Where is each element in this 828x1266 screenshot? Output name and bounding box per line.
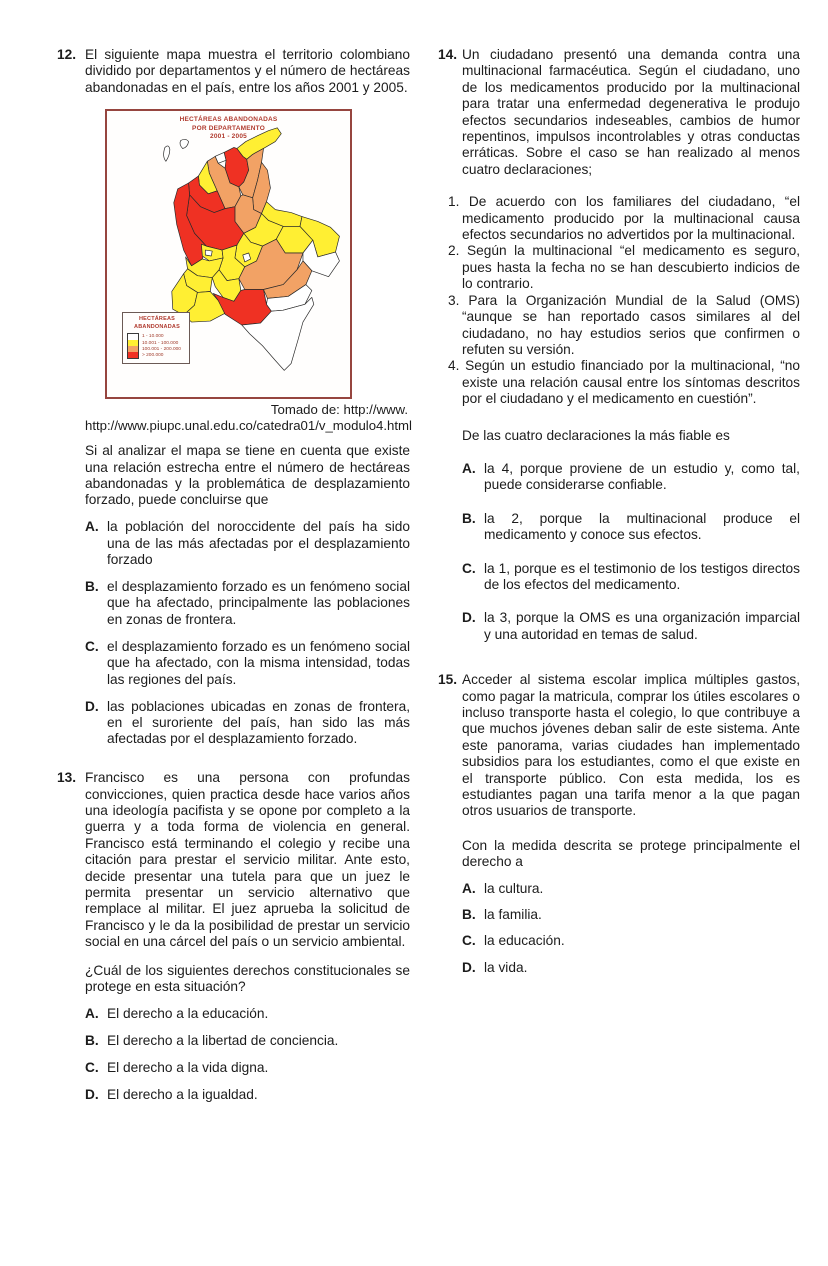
q14-option-c	[462, 561, 800, 594]
q13-option-b-text: El derecho a la libertad de conciencia.	[107, 1032, 339, 1048]
legend-row-red	[127, 353, 187, 359]
q14-option-c-text: la 1, porque es el testimonio de los testigos directos de los efectos del medicamento.	[484, 560, 800, 592]
q14-option-b-text: la 2, porque la multinacional produce el medicamento y conoce sus efectos.	[484, 510, 800, 543]
q14-declaration-4	[448, 358, 800, 407]
q14-declaration-4-text: Según un estudio financiado por la multinacional, “no existe una relación causal entre los síntomas descritos por el ciudadano y el medicamento en cuestión”.	[462, 358, 800, 407]
q15-option-d	[462, 960, 800, 976]
q14-option-b-letter: B.	[462, 510, 476, 526]
question-15	[438, 672, 800, 986]
q12-option-a-text: la población del noroccidente del país ha sido una de las más afectadas por el desplazamiento forzado	[107, 519, 410, 568]
q14-declaration-1	[448, 194, 800, 243]
map-title-line3: 2001 - 2005	[210, 133, 247, 141]
q14-option-a-text: la 4, porque proviene de un estudio y, como tal, puede considerarse confiable.	[484, 460, 800, 493]
q13-option-c-text: El derecho a la vida digna.	[107, 1059, 269, 1075]
question-13-intro: Francisco es una persona con profundas convicciones, quien practica desde hace varios años una ideología pacifista y se opone por completo a la guerra y a toda forma de violencia en general. Francisco está terminando el colegio y recibe una citación para prestar el servicio militar. Ante esto, decide presentar una tutela para que un juez le permita presentar un servicio alternativo que remplace al militar. El juez aprueba la solicitud de Francisco y le da la posibilidad de prestar un servicio social en una cárcel del país o un servicio ambiental.	[85, 770, 410, 950]
q15-option-c-text: la educación.	[484, 933, 565, 949]
q12-option-d-letter: D.	[85, 698, 99, 714]
question-13	[57, 770, 410, 1113]
q13-option-d-letter: D.	[85, 1086, 99, 1102]
question-12-intro: El siguiente mapa muestra el territorio colombiano dividido por departamentos y el número de hectáreas abandonadas en el país, entre los años 2001 y 2005.	[85, 47, 410, 95]
dept-island-1	[164, 146, 170, 161]
q13-option-c-letter: C.	[85, 1059, 99, 1075]
q14-option-d	[462, 610, 800, 643]
q12-option-b-text: el desplazamiento forzado es un fenómeno social que ha afectado, principalmente las poblaciones en zonas de frontera.	[107, 579, 410, 627]
q13-option-a-letter: A.	[85, 1006, 99, 1021]
colombia-map-figure	[105, 109, 352, 399]
map-legend-title	[127, 316, 187, 331]
q13-option-a	[85, 1006, 410, 1022]
question-15-number: 15.	[438, 672, 458, 688]
question-12	[57, 47, 410, 758]
map-title-line1: HECTÁREAS ABANDONADAS	[179, 116, 278, 124]
q13-option-a-text: El derecho a la educación.	[107, 1006, 269, 1021]
legend-label-yellow: 10.001 - 100.000	[142, 340, 179, 346]
q12-option-c-text: el desplazamiento forzado es un fenómeno social que ha afectado, con la misma intensidad, todas las regiones del país.	[107, 638, 410, 687]
legend-label-white: 1 - 10.000	[142, 334, 164, 340]
q12-option-d-text: las poblaciones ubicadas en zonas de frontera, en el suroriente del país, han sido las más afectadas por el desplazamiento forzado.	[107, 698, 410, 747]
q14-declaration-1-text: De acuerdo con los familiares del ciudadano, “el medicamento producido por la multinacional causa efectos secundarios no advertidos por la multinacional.	[462, 194, 800, 243]
q12-option-b	[85, 579, 410, 628]
q13-option-d	[85, 1087, 410, 1103]
map-legend	[122, 312, 190, 364]
question-14	[438, 47, 800, 660]
map-source-caption	[85, 402, 410, 434]
dept-island-2	[180, 140, 189, 149]
q13-option-c	[85, 1060, 410, 1076]
question-13-number: 13.	[57, 770, 77, 786]
question-14-number: 14.	[438, 47, 458, 62]
q12-option-a	[85, 519, 410, 568]
q12-option-c	[85, 639, 410, 688]
q12-option-c-letter: C.	[85, 638, 99, 654]
q15-option-b-text: la familia.	[484, 907, 542, 923]
q13-option-b	[85, 1033, 410, 1049]
q15-option-b-letter: B.	[462, 907, 476, 923]
q12-option-a-letter: A.	[85, 519, 99, 535]
map-source-line1: Tomado de: http://www.	[270, 402, 408, 418]
q14-declarations	[448, 194, 801, 407]
q14-option-d-letter: D.	[462, 610, 476, 626]
q13-option-b-letter: B.	[85, 1032, 99, 1048]
q14-declaration-4-number: 4.	[448, 358, 460, 374]
legend-label-orange: 100.001 - 200.000	[142, 346, 181, 352]
map-legend-title-line2: ABANDONADAS	[134, 323, 180, 330]
map-source-line2: http://www.piupc.unal.edu.co/catedra01/v_modulo4.html	[85, 418, 412, 434]
q14-declaration-2-number: 2.	[448, 243, 460, 259]
q14-declaration-3	[448, 293, 800, 359]
q15-option-c	[462, 933, 800, 949]
legend-swatch-red	[127, 352, 139, 359]
question-12-body: Si al analizar el mapa se tiene en cuenta que existe una relación estrecha entre el número de hectáreas abandonadas y la problemática de desplazamiento forzado, puede concluirse que	[85, 443, 410, 508]
q14-option-c-letter: C.	[462, 560, 476, 576]
q13-option-d-text: El derecho a la igualdad.	[107, 1086, 258, 1102]
q15-option-a-text: la cultura.	[484, 880, 544, 896]
q15-option-a	[462, 881, 800, 897]
q14-declaration-1-number: 1.	[448, 194, 460, 210]
q12-option-b-letter: B.	[85, 579, 99, 595]
q14-declaration-2	[448, 243, 800, 292]
question-15-intro: Acceder al sistema escolar implica múltiples gastos, como pagar la matricula, comprar los útiles escolares o incluso transporte hasta el colegio, lo que contribuye a que muchos jóvenes deban salir de este sistema. Ante este panorama, varias ciudades han implementado subsidios para los estudiantes, como el que existe en el transporte público. Con esta medida, los es estudiantes pagan una tarifa menor a la que pagan otros usuarios de transporte.	[462, 672, 800, 819]
q12-option-d	[85, 699, 410, 748]
right-column	[438, 47, 800, 1266]
map-legend-title-line1: HECTÁREAS	[138, 316, 176, 323]
question-13-question: ¿Cuál de los siguientes derechos constitucionales se protege en esta situación?	[85, 962, 410, 995]
q15-option-d-letter: D.	[462, 959, 476, 975]
question-15-body: Con la medida descrita se protege principalmente el derecho a	[462, 837, 800, 870]
q14-option-b	[462, 511, 800, 544]
q14-option-d-text: la 3, porque la OMS es una organización imparcial y una autoridad en temas de salud.	[484, 610, 800, 642]
q15-option-a-letter: A.	[462, 880, 476, 896]
q15-option-b	[462, 907, 800, 923]
question-14-intro: Un ciudadano presentó una demanda contra una multinacional farmacéutica. Según el ciudadano, uno de los medicamentos producido por la multinacional para tratar una enfermedad degenerativa le produjo efectos secundarios indeseables, cambios de humor repentinos, impulsos incontrolables y otras conductas erráticas. Sobre el caso se han realizado al menos cuatro declaraciones;	[462, 47, 800, 177]
dept-risaralda	[205, 250, 212, 256]
question-14-body: De las cuatro declaraciones la más fiable es	[462, 427, 730, 443]
question-12-number: 12.	[57, 47, 77, 62]
q14-option-a-letter: A.	[462, 460, 476, 476]
q14-declaration-2-text: Según la multinacional “el medicamento es seguro, pues hasta la fecha no se han descubierto indicios de lo contrario.	[462, 243, 801, 292]
q14-option-a	[462, 461, 800, 494]
q14-declaration-3-text: Para la Organización Mundial de la Salud (OMS) “aunque se han reportado casos similares al del ciudadano, no hay estudios serios que confirmen o refuten su versión.	[462, 292, 800, 357]
q15-option-c-letter: C.	[462, 933, 476, 949]
q14-declaration-3-number: 3.	[448, 292, 460, 308]
left-column	[57, 47, 410, 1266]
legend-label-red: > 200.000	[142, 352, 164, 358]
map-title-line2: POR DEPARTAMENTO	[192, 124, 265, 132]
q15-option-d-text: la vida.	[484, 959, 528, 975]
